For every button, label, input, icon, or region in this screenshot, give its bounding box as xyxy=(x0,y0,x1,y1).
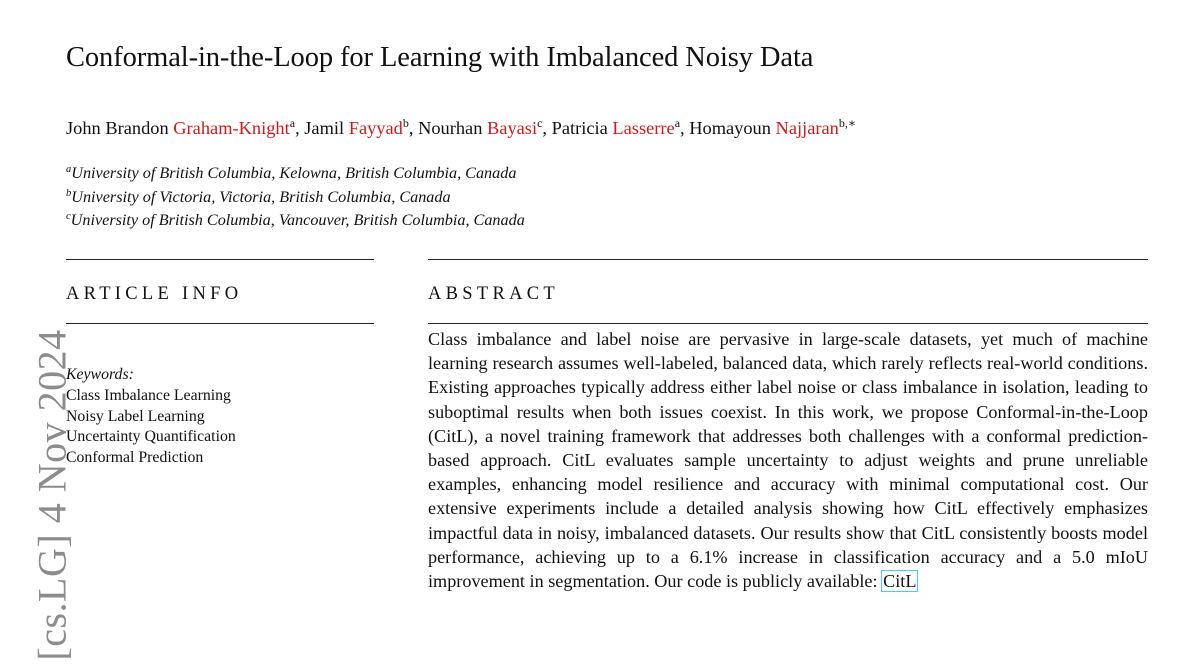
author-3 xyxy=(418,118,552,138)
author-first-name: Jamil xyxy=(304,118,349,138)
keywords-label: Keywords: xyxy=(66,366,134,383)
affiliation-text: University of British Columbia, Vancouver, British Columbia, Canada xyxy=(70,211,525,229)
affiliation-mark: c xyxy=(66,211,71,222)
keywords-block xyxy=(66,365,236,469)
author-surname-link[interactable]: Lasserre xyxy=(612,118,675,138)
affiliation-b xyxy=(66,184,525,208)
affiliation-a xyxy=(66,160,525,184)
author-surname-link[interactable]: Graham-Knight xyxy=(173,118,290,138)
author-affiliation-mark: a xyxy=(289,116,296,130)
code-link[interactable]: CitL xyxy=(883,571,917,592)
article-info-heading: ARTICLE INFO xyxy=(66,284,243,304)
author-affiliation-mark: b xyxy=(402,116,409,130)
author-surname-link[interactable]: Najjaran xyxy=(775,118,839,138)
affiliation-mark: a xyxy=(66,164,72,175)
author-affiliation-mark: a xyxy=(674,116,681,130)
article-info-top-rule xyxy=(66,259,374,260)
abstract-heading: ABSTRACT xyxy=(428,284,560,304)
author-2 xyxy=(304,118,418,138)
article-info-bottom-rule xyxy=(66,323,374,324)
author-5 xyxy=(689,118,856,138)
author-list xyxy=(66,116,856,139)
author-surname-link[interactable]: Bayasi xyxy=(487,118,538,138)
author-4 xyxy=(552,118,690,138)
affiliation-mark: b xyxy=(66,187,72,199)
keyword-item: Conformal Prediction xyxy=(66,449,204,467)
author-first-name: Nourhan xyxy=(418,118,488,138)
keyword-item: Uncertainty Quantification xyxy=(66,428,236,446)
keyword-item: Class Imbalance Learning xyxy=(66,386,231,404)
author-1 xyxy=(66,118,304,138)
abstract-text: Class imbalance and label noise are pervasive in large-scale datasets, yet much of machine learning research assumes well-labeled, balanced data, which rarely reflects real-world conditions. Existing approaches typically address either label noise or class imbalance in isolation, leading to suboptimal results when both issues coexist. In this work, we propose Conformal-in-the-Loop (CitL), a novel training framework that addresses both challenges with a conformal prediction-based approach. CitL evaluates sample uncertainty to adjust weights and prune unreliable examples, enhancing model resilience and accuracy with minimal computational cost. Our extensive experiments include a detailed analysis showing how CitL effectively emphasizes impactful data in noisy, imbalanced datasets. Our results show that CitL consistently boosts model performance, achieving up to a 6.1% increase in classification accuracy and a 5.0 mIoU improvement in segmentation. Our code is publicly available: xyxy=(428,329,1148,592)
paper-title: Conformal-in-the-Loop for Learning with Imbalanced Noisy Data xyxy=(66,42,814,73)
author-separator: , xyxy=(295,118,305,138)
abstract-top-rule xyxy=(428,259,1148,260)
author-separator: , xyxy=(408,118,419,138)
affiliation-text: University of Victoria, Victoria, British Columbia, Canada xyxy=(71,187,451,206)
abstract-bottom-rule xyxy=(428,323,1148,324)
author-first-name: Patricia xyxy=(551,118,613,138)
affiliation-text: University of British Columbia, Kelowna, British Columbia, Canada xyxy=(71,164,517,182)
author-affiliation-mark: c xyxy=(537,116,543,130)
abstract-body xyxy=(428,327,1148,593)
author-surname-link[interactable]: Fayyad xyxy=(348,118,403,138)
affiliation-c xyxy=(66,207,525,231)
arxiv-side-stamp: [cs.LG] 4 Nov 2024 xyxy=(29,329,75,661)
author-first-name: Homayoun xyxy=(689,118,776,138)
affiliation-list xyxy=(66,160,525,231)
author-separator: , xyxy=(542,118,552,138)
author-first-name: John Brandon xyxy=(66,118,174,138)
author-affiliation-mark: b,∗ xyxy=(838,116,857,130)
author-separator: , xyxy=(680,118,690,138)
keyword-item: Noisy Label Learning xyxy=(66,407,205,425)
